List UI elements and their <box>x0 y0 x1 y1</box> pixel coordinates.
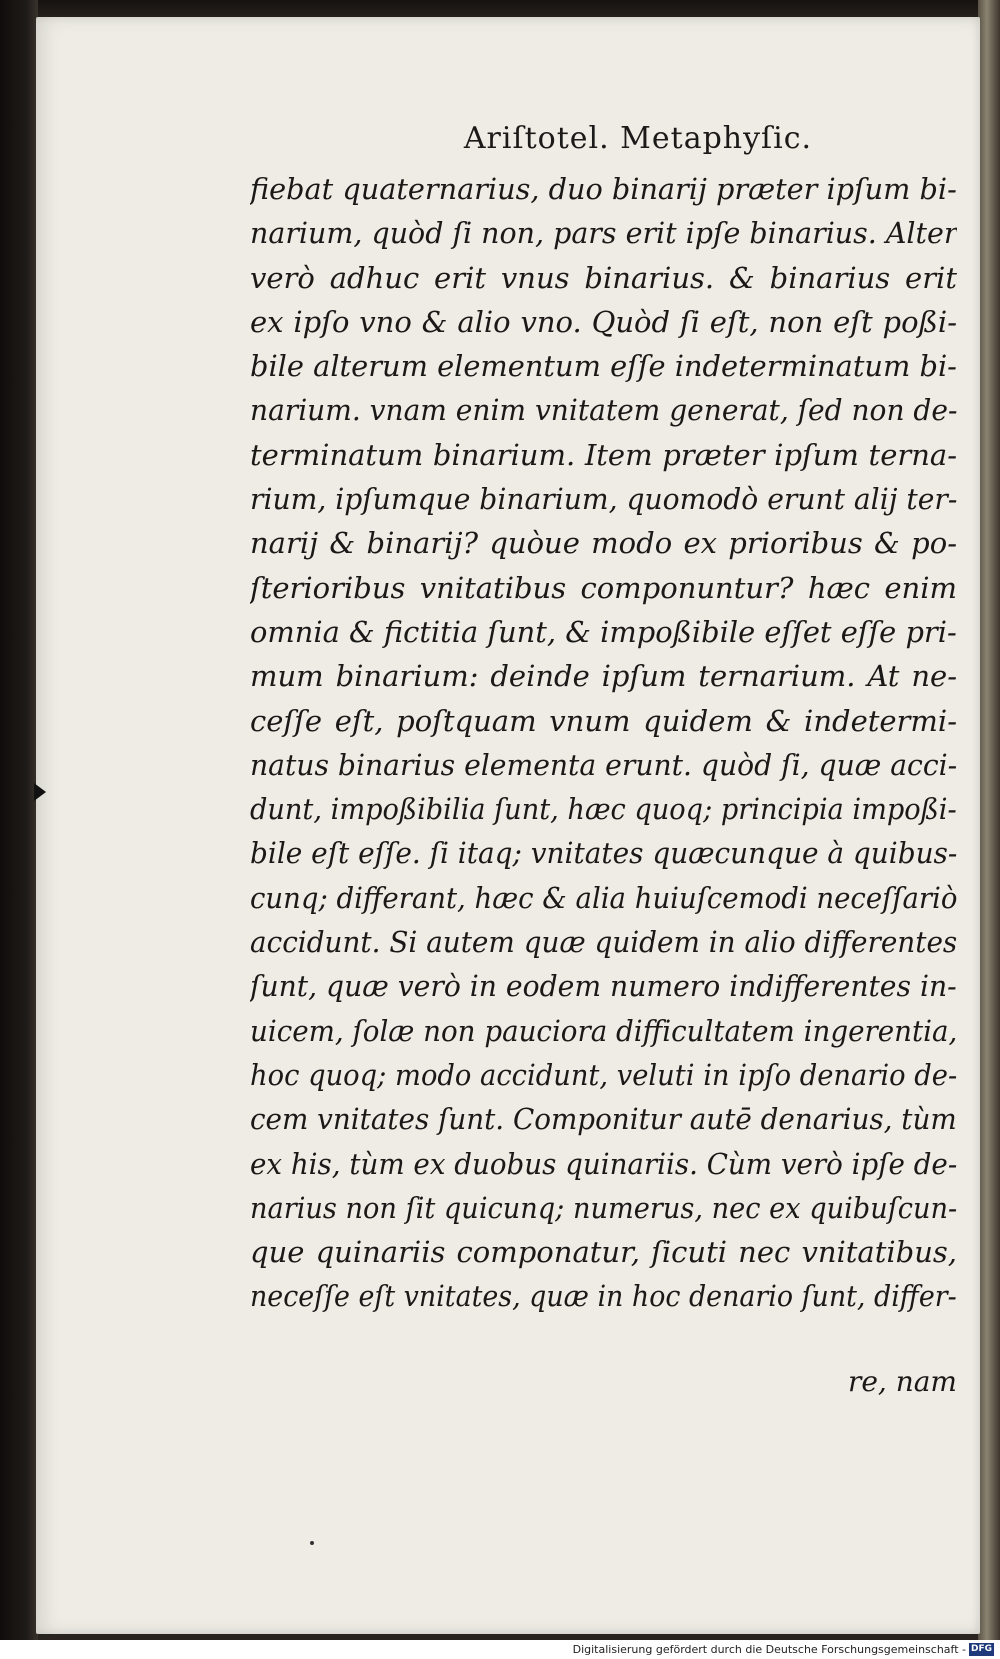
text-line: bile eſt eſſe. ſi itaq; vnitates quæcunque à quibus- <box>250 836 957 871</box>
text-line: ſunt, quæ verò in eodem numero indifferentes in- <box>250 969 957 1004</box>
text-line: verò adhuc erit vnus binarius. & binarius erit <box>250 260 957 295</box>
running-head-text: Ariſtotel. Metaphyſic. <box>463 121 813 156</box>
text-line: narij & binarij? quòue modo ex prioribus & po- <box>250 526 957 561</box>
text-line: ceſſe eſt, poſtquam vnum quidem & indetermi- <box>250 703 957 738</box>
footer-credit: Digitalisierung gefördert durch die Deutsche Forschungsgemeinschaft - <box>572 1643 966 1656</box>
dfg-logo-icon: DFG <box>970 1644 992 1654</box>
text-line: mum binarium: deinde ipſum ternarium. At ne- <box>250 659 957 694</box>
text-line: uicem, ſolæ non pauciora difficultatem ingerentia, <box>250 1013 957 1048</box>
body-text <box>250 167 957 1319</box>
text-line: ex his, tùm ex duobus quinariis. Cùm verò ipſe de- <box>250 1146 957 1181</box>
text-line: neceſſe eſt vnitates, quæ in hoc denario ſunt, differ- <box>250 1279 957 1314</box>
text-line: ex ipſo vno & alio vno. Quòd ſi eſt, non eſt poßi- <box>250 304 957 339</box>
text-line: ſterioribus vnitatibus componuntur? hæc enim <box>250 570 957 605</box>
text-line: fiebat quaternarius, duo binarij præter ipſum bi- <box>250 172 957 206</box>
text-line: accidunt. Si autem quæ quidem in alio differentes <box>250 925 957 960</box>
text-line: natus binarius elementa erunt. quòd ſi, quæ acci- <box>250 747 957 782</box>
scan-border-right <box>978 0 1000 1640</box>
text-line: rium, ipſumque binarium, quomodò erunt alij ter- <box>250 482 957 517</box>
digitization-footer <box>0 1640 1000 1659</box>
text-line: omnia & fictitia ſunt, & impoßibile eſſet eſſe pri- <box>250 614 957 649</box>
book-page <box>36 17 980 1634</box>
text-line: bile alterum elementum eſſe indeterminatum bi- <box>250 349 957 384</box>
page-edge-notch-icon <box>34 783 46 801</box>
text-line: narium. vnam enim vnitatem generat, ſed non de- <box>250 393 957 428</box>
text-line: narium, quòd ſi non, pars erit ipſe binarius. Alter <box>250 216 957 251</box>
ink-speck <box>310 1541 314 1545</box>
text-line: terminatum binarium. Item præter ipſum terna- <box>250 437 957 472</box>
scan-border-left <box>0 0 38 1640</box>
text-line: hoc quoq; modo accidunt, veluti in ipſo denario de- <box>250 1057 957 1092</box>
text-line: cem vnitates ſunt. Componitur autē denarius, tùm <box>250 1102 957 1137</box>
text-line: narius non ſit quicunq; numerus, nec ex quibuſcun- <box>250 1190 957 1225</box>
running-head <box>36 121 980 156</box>
text-line: cunq; differant, hæc & alia huiuſcemodi neceſſariò <box>250 880 957 915</box>
text-line: que quinariis componatur, ſicuti nec vnitatibus, <box>250 1235 957 1270</box>
text-line: dunt, impoßibilia ſunt, hæc quoq; principia impoßi- <box>250 792 957 827</box>
catchword: re, nam <box>847 1365 957 1398</box>
